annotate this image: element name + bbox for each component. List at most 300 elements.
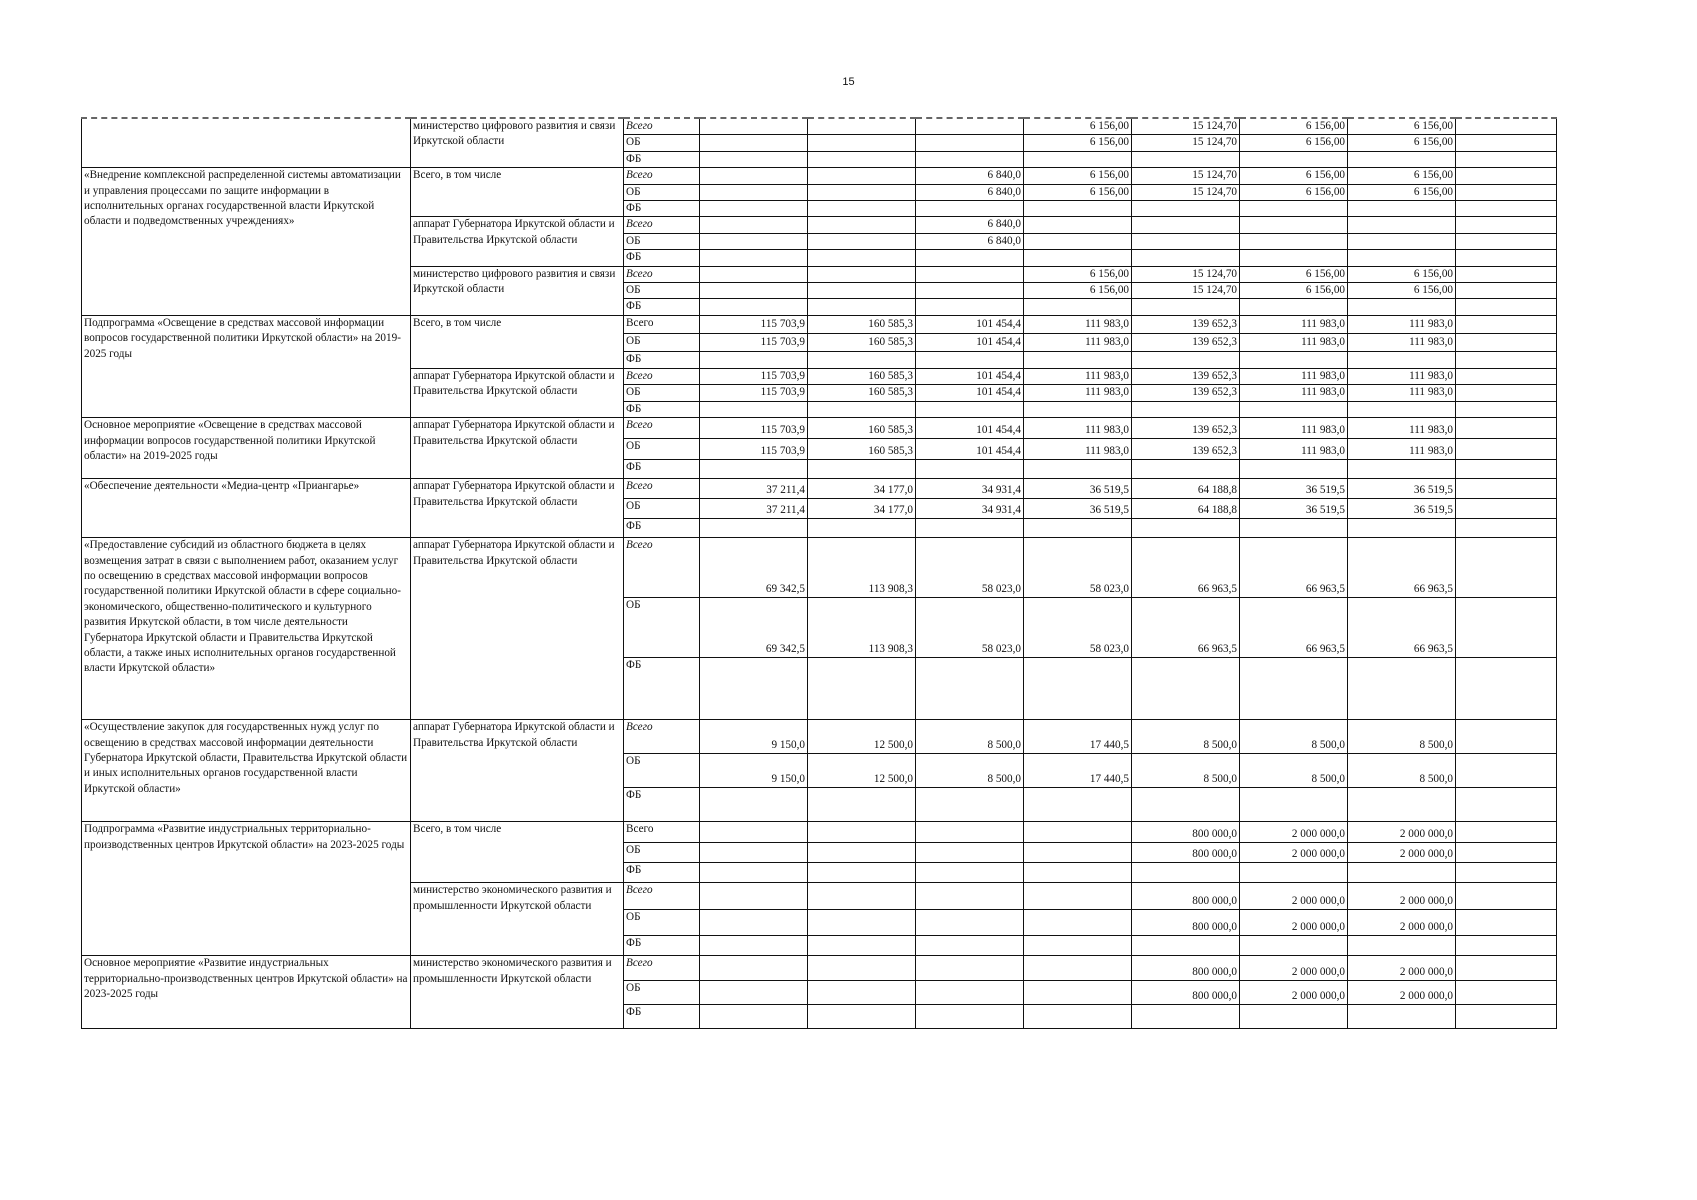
executor-cell: аппарат Губернатора Иркутской области и Правительства Иркутской области [411,479,624,538]
amount-cell: 2 000 000,0 [1348,883,1456,910]
funding-source: ФБ [624,788,700,822]
amount-cell: 66 963,5 [1132,538,1240,598]
amount-cell: 6 156,00 [1348,283,1456,299]
amount-cell: 2 000 000,0 [1348,956,1456,981]
amount-cell: 6 156,00 [1024,118,1132,135]
activity-description [82,118,411,168]
amount-cell [1024,217,1132,233]
amount-cell [1348,351,1456,368]
amount-cell [1240,351,1348,368]
amount-cell: 111 983,0 [1024,418,1132,439]
amount-cell [1456,598,1557,658]
amount-cell [1348,658,1456,720]
executor-cell: министерство экономического развития и промышленности Иркутской области [411,883,624,956]
amount-cell [916,883,1024,910]
amount-cell [808,168,916,184]
amount-cell: 139 652,3 [1132,418,1240,439]
amount-cell [1456,981,1557,1005]
amount-cell [916,299,1024,315]
amount-cell [1456,843,1557,863]
funding-source: Всего [624,418,700,439]
amount-cell [1024,460,1132,479]
amount-cell [916,151,1024,167]
executor-cell: аппарат Губернатора Иркутской области и Правительства Иркутской области [411,720,624,822]
amount-cell: 2 000 000,0 [1240,956,1348,981]
amount-cell [1456,658,1557,720]
amount-cell [1348,201,1456,217]
amount-cell [1348,788,1456,822]
amount-cell: 8 500,0 [916,754,1024,788]
table-row [82,315,1557,333]
amount-cell [808,283,916,299]
amount-cell [700,1005,808,1029]
amount-cell [1024,1005,1132,1029]
amount-cell: 8 500,0 [1240,720,1348,754]
funding-source: Всего [624,168,700,184]
amount-cell: 2 000 000,0 [1240,883,1348,910]
amount-cell: 36 519,5 [1240,479,1348,499]
amount-cell [700,863,808,883]
amount-cell: 15 124,70 [1132,118,1240,135]
amount-cell: 111 983,0 [1348,418,1456,439]
amount-cell: 36 519,5 [1024,499,1132,519]
amount-cell [1348,233,1456,249]
funding-source: Всего [624,822,700,843]
amount-cell [916,910,1024,936]
amount-cell: 8 500,0 [1348,754,1456,788]
amount-cell: 6 840,0 [916,217,1024,233]
amount-cell: 15 124,70 [1132,135,1240,151]
amount-cell [1456,863,1557,883]
amount-cell [1132,351,1240,368]
executor-cell: министерство экономического развития и промышленности Иркутской области [411,956,624,1029]
amount-cell: 69 342,5 [700,598,808,658]
amount-cell [808,184,916,200]
amount-cell [1024,201,1132,217]
funding-source: ФБ [624,351,700,368]
amount-cell: 160 585,3 [808,385,916,401]
amount-cell: 58 023,0 [1024,598,1132,658]
amount-cell [1348,250,1456,266]
amount-cell: 58 023,0 [916,538,1024,598]
amount-cell [916,266,1024,282]
funding-source: ОБ [624,981,700,1005]
amount-cell [1132,1005,1240,1029]
amount-cell [916,250,1024,266]
amount-cell [1024,299,1132,315]
amount-cell: 101 454,4 [916,368,1024,384]
amount-cell [1348,1005,1456,1029]
executor-cell: Всего, в том числе [411,315,624,368]
amount-cell [1132,401,1240,417]
amount-cell: 113 908,3 [808,598,916,658]
amount-cell: 101 454,4 [916,385,1024,401]
amount-cell [1240,299,1348,315]
amount-cell [1240,151,1348,167]
funding-source: ОБ [624,843,700,863]
amount-cell: 66 963,5 [1132,598,1240,658]
amount-cell: 111 983,0 [1348,439,1456,460]
amount-cell: 66 963,5 [1348,538,1456,598]
table-row [82,168,1557,184]
amount-cell [808,266,916,282]
amount-cell [1456,168,1557,184]
funding-source: ФБ [624,299,700,315]
table-row [82,538,1557,598]
amount-cell: 160 585,3 [808,333,916,351]
amount-cell [916,460,1024,479]
amount-cell: 6 156,00 [1348,168,1456,184]
amount-cell [1456,299,1557,315]
amount-cell [1240,788,1348,822]
amount-cell [916,788,1024,822]
funding-source: ОБ [624,754,700,788]
amount-cell [1456,538,1557,598]
amount-cell [1456,822,1557,843]
amount-cell [1456,385,1557,401]
funding-source: ОБ [624,910,700,936]
amount-cell [808,1005,916,1029]
executor-cell: Всего, в том числе [411,822,624,883]
amount-cell [1456,439,1557,460]
amount-cell [916,519,1024,538]
amount-cell: 800 000,0 [1132,910,1240,936]
amount-cell [808,658,916,720]
amount-cell [808,151,916,167]
amount-cell: 36 519,5 [1240,499,1348,519]
amount-cell: 34 931,4 [916,479,1024,499]
activity-description: «Осуществление закупок для государственных нужд услуг по освещению в средствах массовой информации деятельности Губернатора Иркутской области, Правительства Иркутской области и иных исполнительных органов государственной власти Иркутской области» [82,720,411,822]
activity-description: Подпрограмма «Развитие индустриальных территориально-производственных центров Иркутской области» на 2023-2025 годы [82,822,411,956]
amount-cell: 800 000,0 [1132,956,1240,981]
amount-cell [808,460,916,479]
amount-cell [1456,233,1557,249]
amount-cell: 6 156,00 [1240,118,1348,135]
amount-cell [700,201,808,217]
amount-cell: 64 188,8 [1132,499,1240,519]
amount-cell [1456,883,1557,910]
amount-cell: 6 840,0 [916,168,1024,184]
amount-cell: 101 454,4 [916,439,1024,460]
amount-cell [808,201,916,217]
funding-source: ФБ [624,1005,700,1029]
amount-cell [916,135,1024,151]
amount-cell [916,863,1024,883]
amount-cell [700,266,808,282]
amount-cell: 111 983,0 [1348,315,1456,333]
amount-cell [700,981,808,1005]
amount-cell [916,936,1024,956]
amount-cell [1456,460,1557,479]
amount-cell: 15 124,70 [1132,283,1240,299]
funding-source: ФБ [624,201,700,217]
amount-cell: 9 150,0 [700,720,808,754]
funding-source: ФБ [624,151,700,167]
amount-cell: 115 703,9 [700,439,808,460]
activity-description: «Обеспечение деятельности «Медиа-центр «Приангарье» [82,479,411,538]
amount-cell: 36 519,5 [1348,499,1456,519]
table-row [82,720,1557,754]
amount-cell: 111 983,0 [1348,333,1456,351]
amount-cell: 6 840,0 [916,184,1024,200]
amount-cell: 66 963,5 [1348,598,1456,658]
amount-cell [700,460,808,479]
amount-cell [1132,460,1240,479]
funding-source: Всего [624,956,700,981]
amount-cell: 139 652,3 [1132,368,1240,384]
executor-cell: аппарат Губернатора Иркутской области и Правительства Иркутской области [411,418,624,479]
amount-cell: 66 963,5 [1240,598,1348,658]
amount-cell [1240,217,1348,233]
amount-cell [1024,910,1132,936]
funding-source: Всего [624,538,700,598]
funding-source: Всего [624,315,700,333]
amount-cell [808,910,916,936]
amount-cell [1456,266,1557,282]
amount-cell: 139 652,3 [1132,439,1240,460]
amount-cell [1024,883,1132,910]
amount-cell: 111 983,0 [1024,385,1132,401]
amount-cell: 34 177,0 [808,479,916,499]
amount-cell [1024,401,1132,417]
funding-source: Всего [624,217,700,233]
amount-cell: 139 652,3 [1132,385,1240,401]
amount-cell: 160 585,3 [808,368,916,384]
amount-cell: 2 000 000,0 [1240,981,1348,1005]
amount-cell [808,299,916,315]
funding-source: ФБ [624,658,700,720]
amount-cell: 9 150,0 [700,754,808,788]
funding-source: ОБ [624,598,700,658]
amount-cell: 101 454,4 [916,418,1024,439]
funding-source: Всего [624,266,700,282]
amount-cell [1024,936,1132,956]
amount-cell [700,217,808,233]
amount-cell: 111 983,0 [1240,418,1348,439]
amount-cell [1348,299,1456,315]
amount-cell [1132,788,1240,822]
amount-cell [1456,201,1557,217]
amount-cell: 113 908,3 [808,538,916,598]
amount-cell: 66 963,5 [1240,538,1348,598]
amount-cell: 101 454,4 [916,315,1024,333]
amount-cell: 111 983,0 [1348,368,1456,384]
amount-cell [1456,250,1557,266]
executor-cell: Всего, в том числе [411,168,624,217]
amount-cell [808,956,916,981]
amount-cell: 8 500,0 [916,720,1024,754]
amount-cell [700,184,808,200]
amount-cell [1348,519,1456,538]
amount-cell: 34 177,0 [808,499,916,519]
amount-cell: 800 000,0 [1132,883,1240,910]
amount-cell [1456,333,1557,351]
amount-cell [1456,499,1557,519]
amount-cell [700,956,808,981]
amount-cell [808,863,916,883]
amount-cell [916,822,1024,843]
amount-cell: 111 983,0 [1240,385,1348,401]
amount-cell [1024,658,1132,720]
amount-cell [808,843,916,863]
amount-cell: 6 156,00 [1240,135,1348,151]
amount-cell: 160 585,3 [808,418,916,439]
amount-cell [700,519,808,538]
funding-source: ОБ [624,283,700,299]
amount-cell [808,883,916,910]
amount-cell [1240,519,1348,538]
amount-cell [916,401,1024,417]
amount-cell: 64 188,8 [1132,479,1240,499]
executor-cell: аппарат Губернатора Иркутской области и Правительства Иркутской области [411,217,624,266]
amount-cell [700,936,808,956]
table-row [82,118,1557,135]
amount-cell [916,658,1024,720]
amount-cell [1240,936,1348,956]
amount-cell [700,250,808,266]
amount-cell: 12 500,0 [808,720,916,754]
amount-cell [1024,233,1132,249]
activity-description: «Предоставление субсидий из областного бюджета в целях возмещения затрат в связи с выполнением работ, оказанием услуг по освещению в средствах массовой информации вопросов государственной политики Иркутской области в сфере социально-экономического, общественно-политического и культурного развития Иркутской области, в том числе деятельности Губернатора Иркутской области и Правительства Иркутской области, а также иных исполнительных органов государственной власти Иркутской области» [82,538,411,720]
amount-cell: 12 500,0 [808,754,916,788]
funding-source: ОБ [624,385,700,401]
amount-cell: 15 124,70 [1132,168,1240,184]
amount-cell: 69 342,5 [700,538,808,598]
amount-cell: 111 983,0 [1024,368,1132,384]
amount-cell [1456,910,1557,936]
table-row [82,418,1557,439]
amount-cell: 800 000,0 [1132,981,1240,1005]
amount-cell [1024,981,1132,1005]
amount-cell: 6 156,00 [1348,118,1456,135]
funding-source: ОБ [624,333,700,351]
amount-cell [1240,401,1348,417]
amount-cell: 111 983,0 [1240,315,1348,333]
table-row [82,822,1557,843]
funding-source: ФБ [624,936,700,956]
amount-cell: 6 840,0 [916,233,1024,249]
table-row [82,479,1557,499]
amount-cell: 111 983,0 [1240,368,1348,384]
amount-cell: 15 124,70 [1132,184,1240,200]
amount-cell [916,1005,1024,1029]
amount-cell: 160 585,3 [808,315,916,333]
amount-cell [1132,299,1240,315]
funding-source: ОБ [624,439,700,460]
amount-cell [1456,401,1557,417]
amount-cell: 17 440,5 [1024,754,1132,788]
amount-cell [1348,460,1456,479]
amount-cell [1348,863,1456,883]
amount-cell [808,788,916,822]
amount-cell: 6 156,00 [1348,184,1456,200]
amount-cell: 37 211,4 [700,479,808,499]
amount-cell: 139 652,3 [1132,315,1240,333]
amount-cell: 2 000 000,0 [1240,910,1348,936]
funding-source: ОБ [624,233,700,249]
amount-cell: 6 156,00 [1024,266,1132,282]
funding-source: Всего [624,118,700,135]
amount-cell: 111 983,0 [1240,333,1348,351]
amount-cell [1456,754,1557,788]
executor-cell: аппарат Губернатора Иркутской области и Правительства Иркутской области [411,538,624,720]
amount-cell [1456,283,1557,299]
amount-cell: 6 156,00 [1024,283,1132,299]
amount-cell: 111 983,0 [1024,333,1132,351]
amount-cell [1240,658,1348,720]
amount-cell [808,250,916,266]
amount-cell: 58 023,0 [916,598,1024,658]
amount-cell [1240,460,1348,479]
amount-cell [808,233,916,249]
amount-cell [916,981,1024,1005]
page-number: 15 [842,76,855,88]
executor-cell: министерство цифрового развития и связи Иркутской области [411,118,624,168]
amount-cell [1024,351,1132,368]
funding-source: ФБ [624,863,700,883]
amount-cell [700,151,808,167]
amount-cell [1132,658,1240,720]
amount-cell: 6 156,00 [1024,168,1132,184]
amount-cell [1348,217,1456,233]
amount-cell [1024,956,1132,981]
amount-cell: 36 519,5 [1348,479,1456,499]
amount-cell: 34 931,4 [916,499,1024,519]
amount-cell [1132,233,1240,249]
amount-cell [808,981,916,1005]
amount-cell [700,658,808,720]
amount-cell: 115 703,9 [700,315,808,333]
amount-cell [700,118,808,135]
amount-cell: 8 500,0 [1132,754,1240,788]
amount-cell [808,519,916,538]
amount-cell [1240,1005,1348,1029]
amount-cell [1024,843,1132,863]
amount-cell [1456,135,1557,151]
amount-cell: 6 156,00 [1240,184,1348,200]
amount-cell: 111 983,0 [1024,439,1132,460]
amount-cell [1456,956,1557,981]
amount-cell [808,822,916,843]
amount-cell [1024,863,1132,883]
amount-cell [808,401,916,417]
amount-cell: 800 000,0 [1132,822,1240,843]
amount-cell [808,118,916,135]
amount-cell [1024,151,1132,167]
funding-source: ОБ [624,499,700,519]
amount-cell: 115 703,9 [700,385,808,401]
amount-cell: 8 500,0 [1348,720,1456,754]
amount-cell [700,299,808,315]
amount-cell [1456,788,1557,822]
activity-description: Подпрограмма «Освещение в средствах массовой информации вопросов государственной политики Иркутской области» на 2019-2025 годы [82,315,411,417]
amount-cell [700,843,808,863]
amount-cell [700,168,808,184]
funding-source: ФБ [624,250,700,266]
amount-cell [1456,118,1557,135]
amount-cell: 800 000,0 [1132,843,1240,863]
amount-cell: 58 023,0 [1024,538,1132,598]
amount-cell: 111 983,0 [1024,315,1132,333]
amount-cell [700,401,808,417]
amount-cell: 6 156,00 [1240,168,1348,184]
amount-cell [1456,1005,1557,1029]
amount-cell [916,956,1024,981]
amount-cell [1456,418,1557,439]
amount-cell [1456,315,1557,333]
amount-cell [1348,936,1456,956]
amount-cell [1024,519,1132,538]
